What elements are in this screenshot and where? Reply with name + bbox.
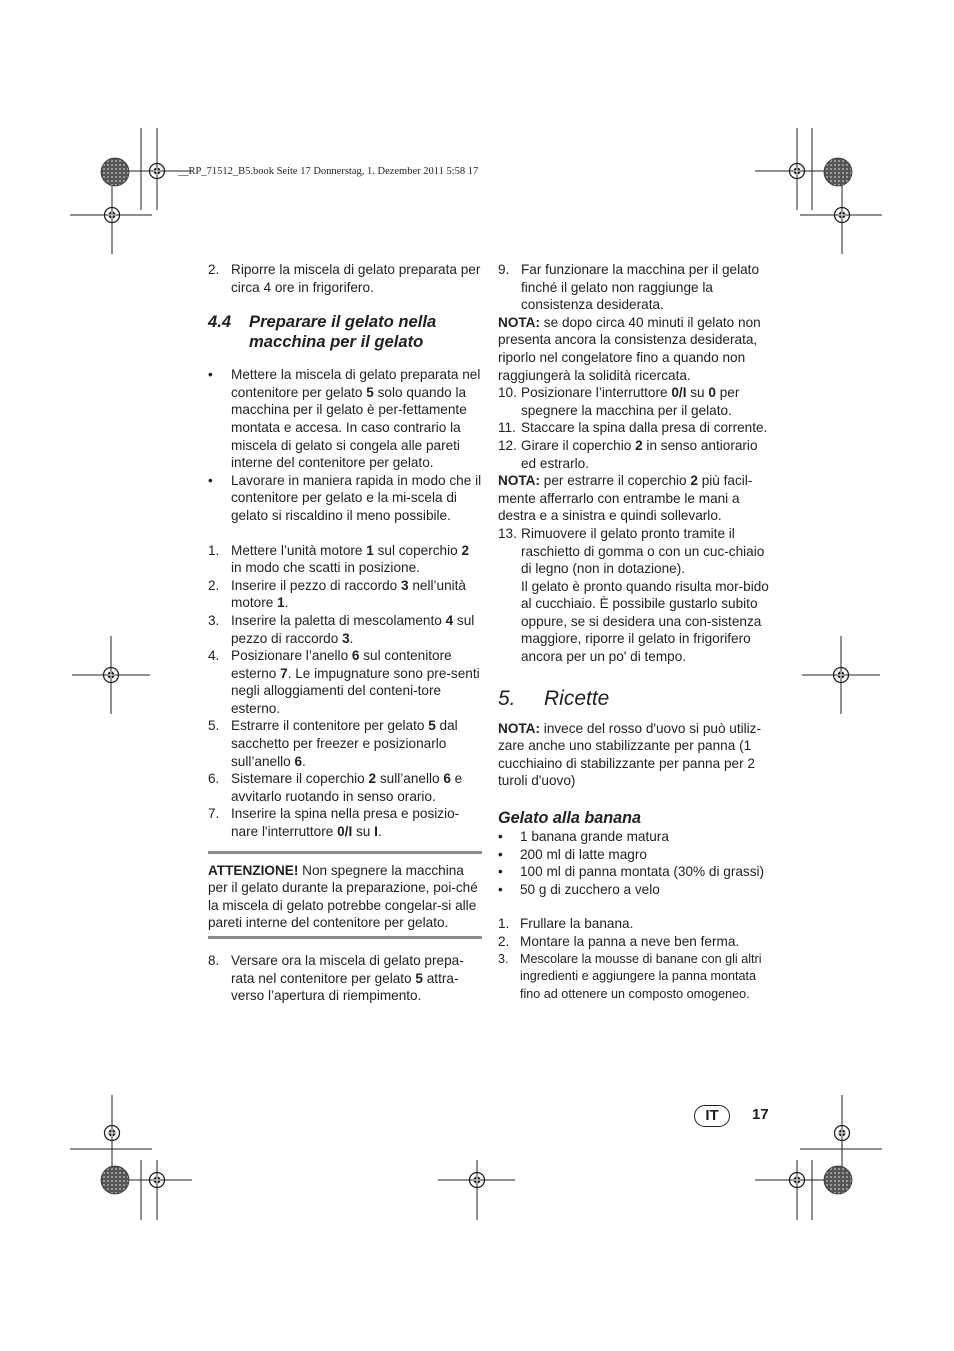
chapter-number: 5. bbox=[498, 686, 516, 710]
step-text: Posizionare l’interruttore bbox=[521, 385, 672, 401]
step-text: Frullare la banana. bbox=[520, 916, 634, 932]
note-text: se dopo circa 40 minuti il gelato non presenta ancora la consistenza desiderata, riporlo nel congelatore fino a quando non raggiungerà la solidità ricercata. bbox=[498, 314, 761, 383]
list-item bbox=[498, 915, 772, 933]
step-text: Inserire la paletta di mescolamento bbox=[231, 612, 446, 628]
note-label: NOTA: bbox=[498, 314, 541, 330]
step-number: 11. bbox=[498, 420, 516, 436]
recipe-title: Gelato alla banana bbox=[498, 809, 642, 828]
part-ref: 7 bbox=[280, 665, 288, 681]
divider bbox=[208, 936, 482, 939]
step-text: Posizionare l’anello bbox=[231, 648, 352, 664]
list-item bbox=[208, 542, 482, 577]
right-column bbox=[498, 261, 772, 1003]
part-ref: 3 bbox=[342, 630, 350, 646]
part-ref: 1 bbox=[366, 542, 374, 558]
note bbox=[498, 472, 772, 525]
note-text: invece del rosso d'uovo si può utiliz-zare anche uno stabilizzante per panna (1 cucchiaino di stabilizzante per panna per 2 turoli d'uovo) bbox=[498, 720, 761, 789]
list-item bbox=[498, 933, 772, 951]
step-text: Il gelato è pronto quando risulta mor-bido al cucchiaio. È possibile gustarlo subito oppure, se si desidera una con-sistenza maggiore, riporre il gelato in frigorifero ancora per un po' di tempo. bbox=[521, 578, 769, 665]
part-ref: 6 bbox=[443, 771, 451, 787]
bullet-list bbox=[208, 366, 482, 524]
step-number: 1. bbox=[498, 916, 510, 932]
step-text: sull’anello bbox=[376, 771, 444, 787]
warning-label: ATTENZIONE! bbox=[208, 862, 299, 878]
step-number: 10. bbox=[498, 385, 517, 401]
ingredient-list bbox=[498, 828, 772, 898]
step-number: 7. bbox=[208, 806, 220, 822]
step-text: e avvitarlo ruotando in senso orario. bbox=[231, 771, 463, 804]
bullet: • bbox=[498, 829, 503, 845]
section-title: Preparare il gelato nella macchina per il gelato bbox=[249, 312, 437, 352]
ingredient: 100 ml di panna montata (30% di grassi) bbox=[520, 864, 765, 880]
list-item bbox=[208, 366, 482, 472]
step-text: su bbox=[686, 385, 709, 401]
part-ref: 4 bbox=[445, 612, 454, 628]
step-number: 1. bbox=[208, 542, 220, 558]
step-text: . bbox=[284, 595, 289, 611]
step-number: 2. bbox=[498, 934, 510, 949]
section-number: 4.4 bbox=[208, 312, 232, 332]
note bbox=[498, 314, 772, 384]
list-item bbox=[498, 261, 772, 314]
step-number: 3. bbox=[498, 951, 509, 966]
list-item bbox=[498, 525, 772, 666]
list-item bbox=[498, 384, 772, 419]
step-text: . bbox=[349, 630, 354, 646]
step-text: Mescolare la mousse di banane con gli altri ingredienti e aggiungere la panna montata fino ad ottenere un composto omogeneo. bbox=[520, 951, 762, 1001]
step-text: . bbox=[302, 753, 306, 769]
chapter-heading bbox=[498, 687, 772, 711]
step-text: Riporre la miscela di gelato preparata per circa 4 ore in frigorifero. bbox=[231, 262, 481, 295]
step-text: Rimuovere il gelato pronto tramite il raschietto di gomma o con un cuc-chiaio di legno (non in dotazione). bbox=[521, 525, 765, 577]
step-number: 2. bbox=[208, 262, 220, 277]
part-ref: 6 bbox=[351, 648, 360, 664]
list-item bbox=[498, 951, 772, 1004]
list-item bbox=[208, 577, 482, 612]
bullet-text: Mettere la miscela di gelato preparata nel contenitore per gelato bbox=[231, 367, 481, 400]
step-number: 5. bbox=[208, 718, 220, 734]
part-ref: 2 bbox=[635, 437, 643, 453]
step-text: sul contenitore esterno bbox=[231, 648, 452, 681]
part-ref: 3 bbox=[401, 577, 409, 593]
note-label: NOTA: bbox=[498, 473, 541, 489]
part-ref: 5 bbox=[415, 970, 423, 986]
note-label: NOTA: bbox=[498, 720, 541, 736]
step-text: Estrarre il contenitore per gelato bbox=[231, 718, 429, 734]
list-item bbox=[498, 881, 772, 899]
step-text: Girare il coperchio bbox=[521, 437, 636, 453]
list-item bbox=[498, 419, 772, 437]
list-item bbox=[208, 612, 482, 647]
part-ref: 0/I bbox=[337, 824, 353, 840]
part-ref: 0 bbox=[708, 385, 716, 401]
bullet: • bbox=[498, 881, 503, 897]
part-ref: 2 bbox=[690, 473, 698, 489]
list-item bbox=[498, 828, 772, 846]
step-number: 8. bbox=[208, 953, 220, 968]
list-item bbox=[498, 437, 772, 472]
note-text: per estrarre il coperchio bbox=[540, 473, 691, 489]
bullet: • bbox=[208, 367, 213, 383]
step-text: Montare la panna a neve ben ferma. bbox=[520, 934, 740, 949]
part-ref: I bbox=[374, 824, 378, 840]
step-text: . bbox=[377, 824, 382, 840]
bullet-text: solo quando la macchina per il gelato è per-fettamente montata e accesa. In caso contrario la miscela di gelato si congela alle pareti interne del contenitore per gelato. bbox=[231, 384, 467, 471]
step-text: su bbox=[352, 824, 375, 840]
step-text: per spegnere la macchina per il gelato. bbox=[521, 385, 740, 418]
left-column bbox=[208, 261, 482, 1005]
step-text: in senso antiorario ed estrarlo. bbox=[521, 437, 758, 471]
step-text: Sistemare il coperchio bbox=[231, 771, 369, 787]
step-text: dal sacchetto per freezer e posizionarlo sull’anello bbox=[231, 718, 458, 769]
ingredient: 1 banana grande matura bbox=[520, 829, 669, 845]
part-ref: 0/I bbox=[671, 385, 687, 401]
list-item bbox=[208, 261, 482, 296]
list-item bbox=[208, 647, 482, 717]
section-heading bbox=[208, 312, 482, 352]
step-text: sul coperchio bbox=[373, 542, 462, 558]
bullet: • bbox=[498, 864, 503, 880]
step-text: Mettere l’unità motore bbox=[231, 542, 367, 558]
step-text: Inserire la spina nella presa e posizio-nare l'interruttore bbox=[231, 806, 460, 840]
bullet: • bbox=[208, 472, 213, 488]
steps-list bbox=[208, 542, 482, 841]
bullet: • bbox=[498, 846, 503, 862]
step-number: 6. bbox=[208, 771, 220, 787]
ingredient: 50 g di zucchero a velo bbox=[520, 881, 660, 897]
print-header: __RP_71512_B5.book Seite 17 Donnerstag, 1. Dezember 2011 5:58 17 bbox=[178, 166, 479, 177]
step-text: Inserire il pezzo di raccordo bbox=[231, 577, 401, 593]
step-text: in modo che scatti in posizione. bbox=[231, 560, 420, 576]
language-badge: IT bbox=[694, 1105, 730, 1127]
step-text: nell’unità motore bbox=[231, 577, 466, 611]
part-ref: 6 bbox=[294, 753, 303, 769]
divider bbox=[208, 851, 482, 854]
part-ref: 1 bbox=[277, 595, 285, 611]
step-number: 4. bbox=[208, 648, 220, 664]
part-ref: 5 bbox=[428, 718, 436, 734]
bullet-text: Lavorare in maniera rapida in modo che il contenitore per gelato e la mi-scela di gelato si riscaldino il meno possibile. bbox=[231, 472, 482, 523]
step-number: 3. bbox=[208, 612, 220, 628]
step-number: 13. bbox=[498, 525, 517, 541]
list-item bbox=[208, 717, 482, 770]
list-item bbox=[498, 863, 772, 881]
warning-text: Non spegnere la macchina per il gelato durante la preparazione, poi-ché la miscela di gelato potrebbe congelar-si alle pareti interne del contenitore per gelato. bbox=[208, 862, 478, 931]
list-item bbox=[208, 805, 482, 840]
note-text: più facil-mente afferrarlo con entrambe le mani a destra e a sinistra e quindi sollevarlo. bbox=[498, 473, 753, 524]
step-text: sul pezzo di raccordo bbox=[231, 612, 475, 646]
step-text: Far funzionare la macchina per il gelato finché il gelato non raggiunge la consistenza desiderata. bbox=[521, 262, 760, 313]
step-number: 2. bbox=[208, 577, 220, 593]
part-ref: 5 bbox=[366, 384, 374, 400]
step-number: 9. bbox=[498, 262, 510, 277]
step-text: Versare ora la miscela di gelato prepa-rata nel contenitore per gelato bbox=[231, 953, 464, 986]
part-ref: 2 bbox=[368, 771, 377, 787]
ingredient: 200 ml di latte magro bbox=[520, 846, 647, 862]
list-item bbox=[208, 952, 482, 1005]
step-number: 12. bbox=[498, 437, 517, 453]
page-number: 17 bbox=[752, 1106, 769, 1123]
step-text: . Le impugnature sono pre-senti negli alloggiamenti del conteni-tore esterno. bbox=[231, 665, 480, 716]
part-ref: 2 bbox=[461, 542, 470, 558]
note bbox=[498, 720, 772, 790]
chapter-title: Ricette bbox=[544, 686, 610, 710]
step-text: attra-verso l’apertura di riempimento. bbox=[231, 970, 459, 1004]
list-item bbox=[208, 770, 482, 805]
step-text: Staccare la spina dalla presa di corrente. bbox=[521, 420, 768, 436]
list-item bbox=[498, 846, 772, 864]
recipe-steps bbox=[498, 915, 772, 1003]
warning-box bbox=[208, 862, 482, 932]
list-item bbox=[208, 472, 482, 525]
